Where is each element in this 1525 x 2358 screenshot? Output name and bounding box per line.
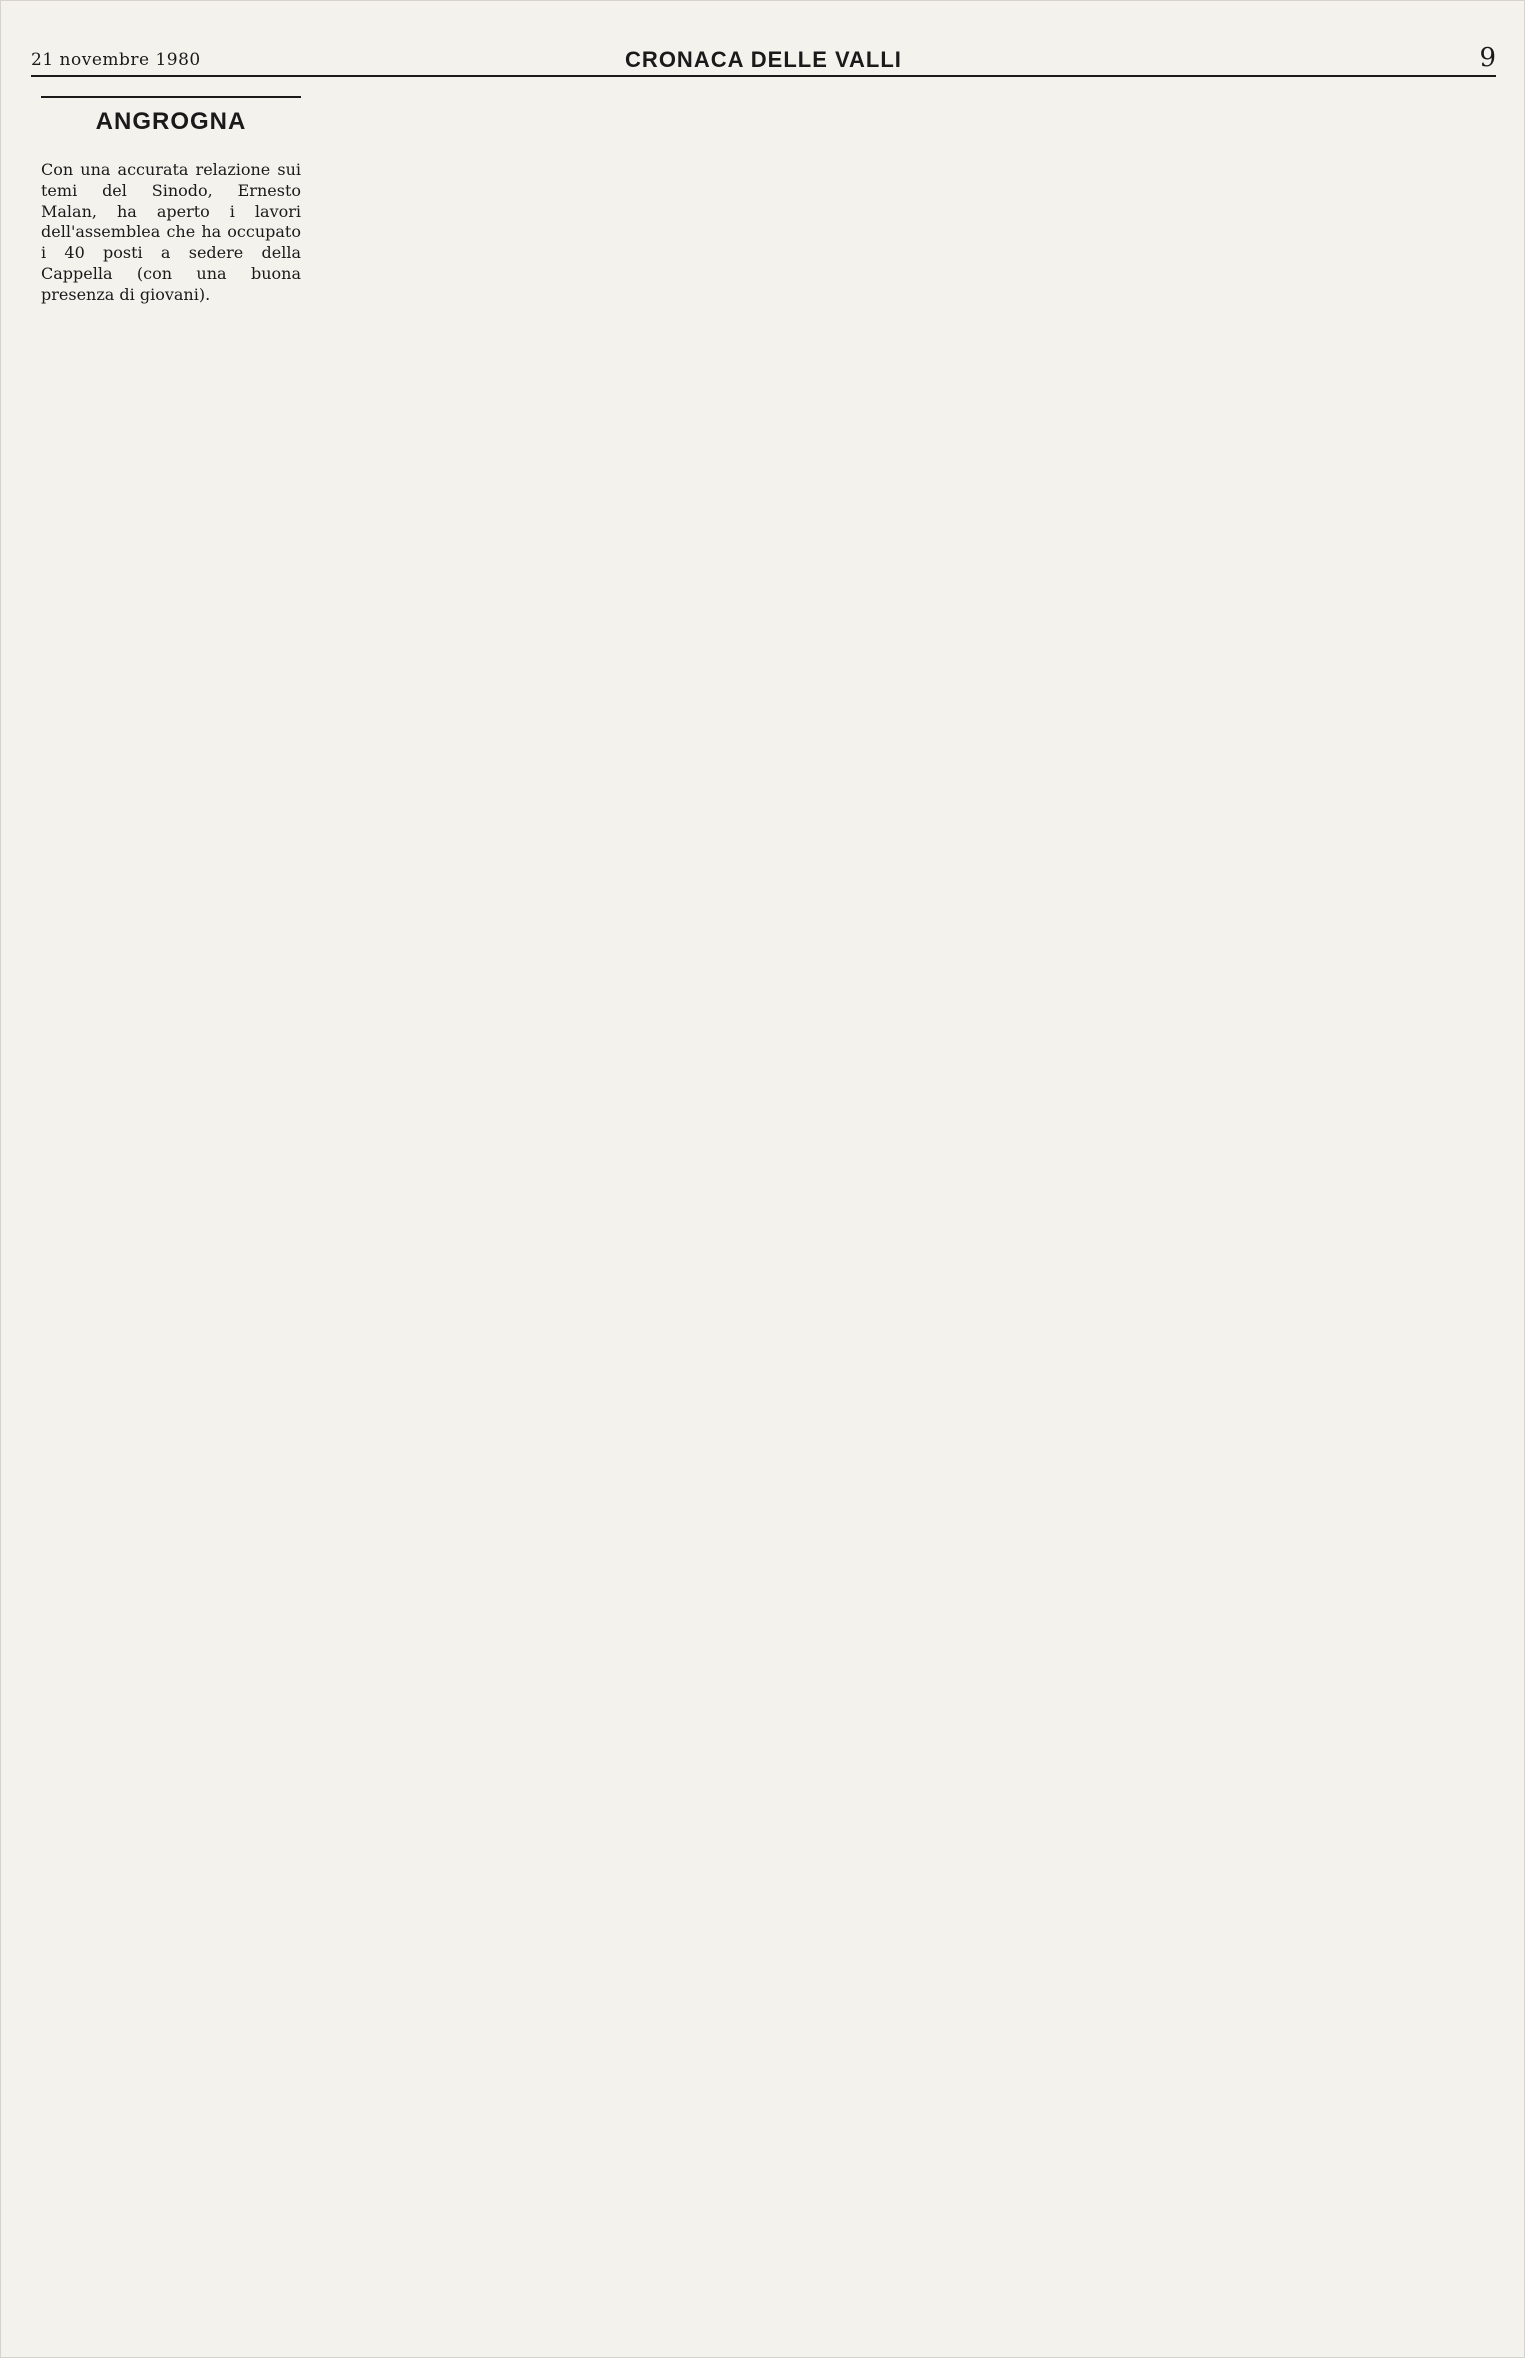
article-heading: ANGROGNA (41, 96, 301, 136)
article-angrogna (41, 96, 301, 306)
page-number: 9 (1479, 43, 1496, 73)
article-paragraph: Con una accurata relazione sui temi del Sinodo, Ernesto Malan, ha aperto i lavori dell'assemblea che ha occupato i 40 posti a sedere della Cappella (con una buona presenza di giovani). (41, 160, 301, 304)
page-header (31, 41, 1496, 77)
issue-date: 21 novembre 1980 (31, 50, 201, 70)
section-title: CRONACA DELLE VALLI (625, 47, 902, 72)
